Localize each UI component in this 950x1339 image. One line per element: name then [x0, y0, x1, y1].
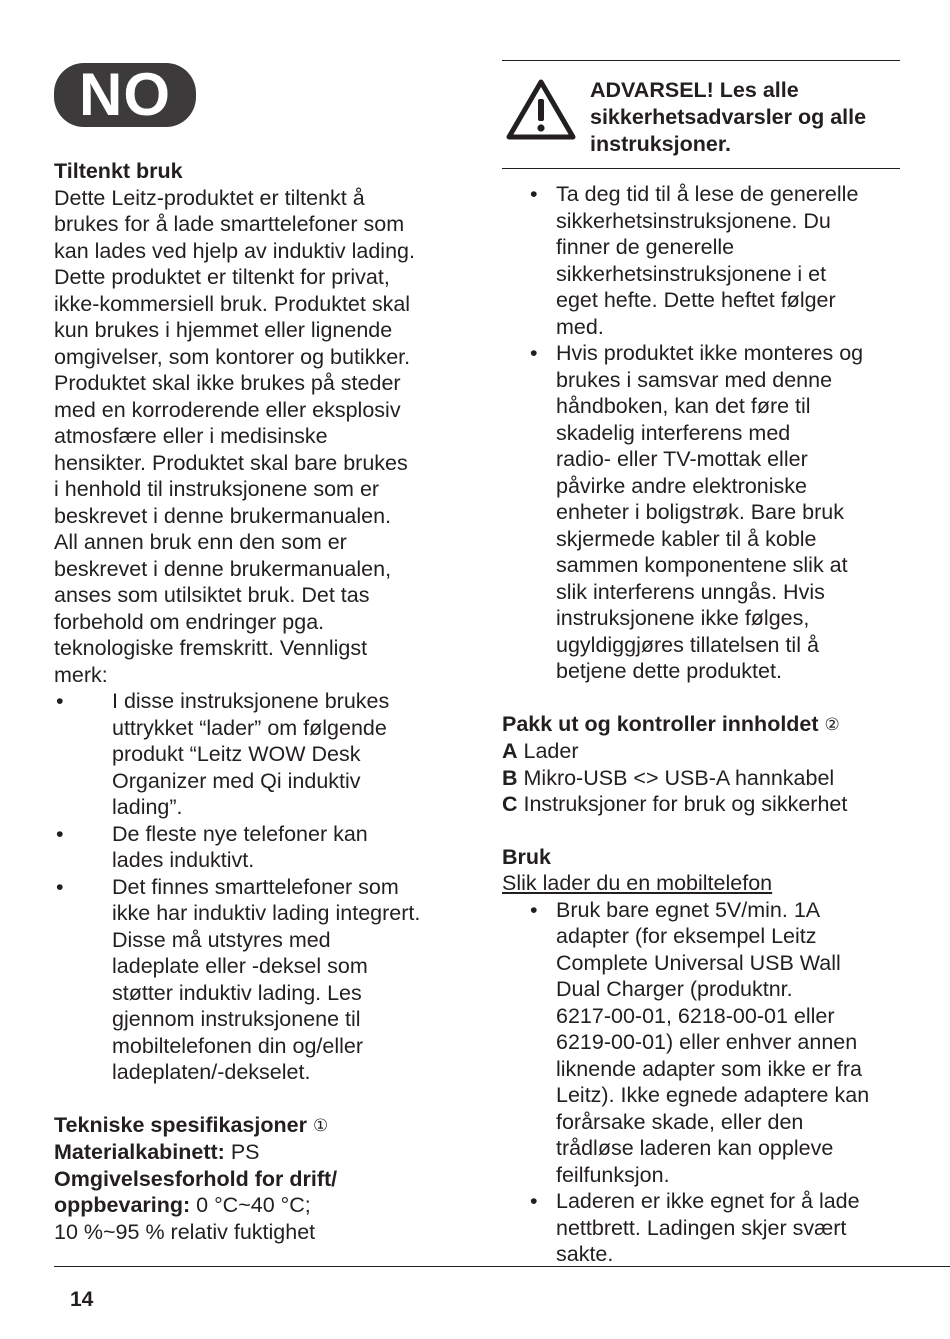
text-line: brukes i samsvar med denne	[556, 367, 833, 392]
text-line: Disse må utstyres med	[112, 927, 331, 952]
warning-text	[590, 77, 866, 158]
text-line: sikkerhetsinstruksjonene. Du	[556, 208, 831, 233]
text-line: eget hefte. Dette heftet følger	[556, 288, 836, 312]
text-line: ADVARSEL! Les alle	[590, 78, 799, 102]
unpack-heading: Pakk ut og kontroller innholdet	[502, 711, 819, 736]
bullet-item	[502, 181, 900, 340]
text-line: • Ta deg tid til å lese de generelle	[556, 182, 859, 206]
text-line: enheter i boligstrøk. Bare bruk	[556, 500, 844, 524]
text-line: sammen komponentene slik at	[556, 553, 848, 577]
bullet-item	[54, 688, 454, 821]
text-line: feilfunksjon.	[556, 1162, 670, 1187]
text-line: gjennom instruksjonene til	[112, 1007, 361, 1031]
text-line: 6217-00-01, 6218-00-01 eller	[556, 1003, 835, 1028]
contents-item-letter: A	[502, 739, 518, 763]
text-line: skjermede kabler til å koble	[556, 526, 817, 551]
text-line: ladeplaten/-dekselet.	[112, 1060, 311, 1084]
contents-item	[502, 738, 900, 765]
text-line: omgivelser, som kontorer og butikker.	[54, 344, 411, 369]
text-line: adapter (for eksempel Leitz	[556, 924, 817, 948]
text-line: ikke har induktiv lading integrert.	[112, 901, 421, 925]
text-line: beskrevet i denne brukermanualen,	[54, 556, 392, 581]
warning-triangle-icon	[506, 79, 576, 141]
text-line: Dual Charger (produktnr.	[556, 977, 793, 1001]
text-line: Dette Leitz-produktet er tiltenkt å	[54, 185, 365, 210]
text-line: ikke-kommersiell bruk. Produktet skal	[54, 291, 411, 316]
text-line: i henhold til instruksjonene som er	[54, 477, 380, 501]
text-line: brukes for å lade smarttelefoner som	[54, 212, 405, 236]
section-heading-intended-use: Tiltenkt bruk	[54, 159, 183, 183]
text-line: lading”.	[112, 795, 183, 819]
text-line: lades induktivt.	[112, 848, 255, 872]
use-list	[502, 897, 900, 1268]
text-line: uttrykket “lader” om følgende	[112, 715, 387, 740]
text-line: Leitz). Ikke egnede adaptere kan	[556, 1083, 870, 1107]
bullet-item	[502, 897, 900, 1189]
text-line: All annen bruk enn den som er	[54, 530, 347, 554]
page-number: 14	[70, 1288, 94, 1311]
text-line: ugyldiggjøres tillatelsen til å	[556, 632, 819, 657]
text-line: • Laderen er ikke egnet for å lade	[556, 1189, 860, 1213]
language-badge: NO	[54, 63, 196, 127]
text-line: anses som utilsiktet bruk. Det tas	[54, 583, 370, 607]
text-line: sakte.	[556, 1242, 614, 1266]
text-line: liknende adapter som ikke er fra	[556, 1056, 862, 1081]
text-line: kan lades ved hjelp av induktiv lading.	[54, 238, 415, 263]
figure-ref-2: ②	[824, 714, 840, 734]
bullet-item	[502, 1188, 900, 1268]
text-line: påvirke andre elektroniske	[556, 473, 807, 498]
bullet-item	[502, 340, 900, 685]
spec-material-value: PS	[224, 1140, 260, 1164]
text-line: • Hvis produktet ikke monteres og	[556, 341, 864, 365]
text-line: med en korroderende eller eksplosiv	[54, 397, 401, 422]
spec-environment-label: Omgivelsesforhold for drift/	[54, 1166, 338, 1191]
text-line: sikkerhetsadvarsler og alle	[590, 105, 867, 129]
spec-humidity: 10 %~95 % relativ fuktighet	[54, 1219, 316, 1244]
footer-divider	[54, 1266, 950, 1267]
warning-box	[502, 60, 900, 169]
text-line: forbehold om endringer pga.	[54, 609, 325, 634]
text-line: 6219-00-01) eller enhver annen	[556, 1030, 858, 1054]
intended-use-text	[54, 185, 454, 689]
text-line: • De fleste nye telefoner kan	[112, 821, 368, 846]
text-line: • Bruk bare egnet 5V/min. 1A	[556, 897, 821, 922]
text-line: beskrevet i denne brukermanualen.	[54, 503, 392, 528]
contents-item-text: Lader	[517, 739, 579, 763]
contents-item-letter: C	[502, 792, 518, 816]
text-line: • I disse instruksjonene brukes	[112, 689, 390, 713]
contents-item-text: Instruksjoner for bruk og sikkerhet	[517, 792, 848, 816]
text-line: Dette produktet er tiltenkt for privat,	[54, 265, 390, 289]
text-line: hensikter. Produktet skal bare brukes	[54, 450, 408, 475]
bullet-item	[54, 821, 454, 874]
text-line: Complete Universal USB Wall	[556, 950, 841, 975]
text-line: sikkerhetsinstruksjonene i et	[556, 261, 827, 286]
text-line: kun brukes i hjemmet eller lignende	[54, 318, 393, 342]
contents-item-text: Mikro-USB <> USB-A hannkabel	[517, 765, 835, 790]
left-column	[54, 158, 454, 1245]
text-line: håndboken, kan det føre til	[556, 394, 811, 418]
text-line: skadelig interferens med	[556, 420, 791, 445]
text-line: • Det finnes smarttelefoner som	[112, 874, 399, 899]
text-line: betjene dette produktet.	[556, 659, 782, 683]
text-line: merk:	[54, 662, 108, 687]
text-line: finner de generelle	[556, 235, 735, 259]
text-line: teknologiske fremskritt. Vennligst	[54, 636, 368, 660]
text-line: instruksjonene ikke følges,	[556, 606, 810, 630]
text-line: slik interferens unngås. Hvis	[556, 579, 825, 604]
text-line: støtter induktiv lading. Les	[112, 980, 362, 1005]
use-subheading: Slik lader du en mobiltelefon	[502, 871, 773, 895]
contents-list	[502, 738, 900, 818]
use-heading: Bruk	[502, 844, 551, 869]
specs-heading-line	[54, 1112, 454, 1140]
text-line: produkt “Leitz WOW Desk	[112, 742, 361, 766]
text-line: med.	[556, 314, 604, 339]
note-list	[54, 688, 454, 1086]
contents-item	[502, 765, 900, 792]
unpack-heading-line	[502, 711, 900, 739]
right-column	[502, 60, 900, 1268]
spec-material-label: Materialkabinett:	[54, 1140, 225, 1164]
spec-material	[54, 1139, 454, 1166]
safety-list	[502, 181, 900, 685]
bullet-item	[54, 874, 454, 1086]
specs-heading: Tekniske spesifikasjoner	[54, 1112, 307, 1137]
text-line: mobiltelefonen din og/eller	[112, 1033, 363, 1058]
text-line: nettbrett. Ladingen skjer svært	[556, 1215, 847, 1240]
text-line: ladeplate eller -deksel som	[112, 954, 368, 978]
figure-ref-1: ①	[312, 1115, 329, 1135]
contents-item	[502, 791, 900, 818]
spec-environment-label-2: oppbevaring:	[54, 1193, 191, 1217]
text-line: Organizer med Qi induktiv	[112, 768, 361, 793]
text-line: Produktet skal ikke brukes på steder	[54, 371, 401, 395]
spec-environment-value: 0 °C~40 °C;	[190, 1193, 311, 1217]
text-line: radio- eller TV-mottak eller	[556, 447, 808, 471]
text-line: instruksjoner.	[590, 132, 731, 156]
spec-environment	[54, 1192, 454, 1219]
contents-item-letter: B	[502, 765, 518, 790]
text-line: forårsake skade, eller den	[556, 1109, 804, 1134]
text-line: trådløse laderen kan oppleve	[556, 1136, 834, 1160]
text-line: atmosfære eller i medisinske	[54, 424, 328, 448]
